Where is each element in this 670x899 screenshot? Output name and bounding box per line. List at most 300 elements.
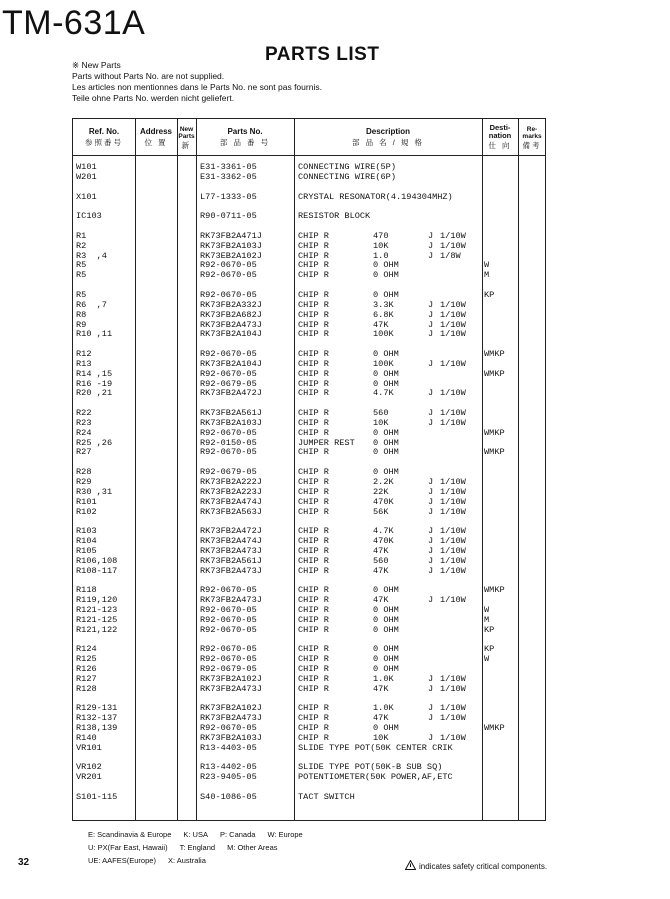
cell-value: 0 OHM — [373, 270, 399, 281]
cell-value: 4.7K — [373, 526, 394, 537]
cell-tolerance: J — [428, 486, 434, 497]
cell-description: CONNECTING WIRE(5P) — [298, 162, 396, 172]
cell-tolerance: J — [428, 477, 434, 487]
cell-ref-no: R25 ,26 — [76, 437, 113, 448]
cell-parts-no: RK73FB2A474J — [200, 536, 262, 547]
cell-description: CHIP R — [298, 270, 329, 281]
cell-parts-no: E31-3361-05 — [200, 162, 257, 172]
cell-rating: 1/10W — [440, 358, 466, 369]
cell-parts-no: RK73FB2A473J — [200, 713, 262, 724]
cell-parts-no: RK73FB2A104J — [200, 329, 262, 340]
cell-destination: M — [484, 270, 490, 281]
header-destination: Desti- nation 仕 向 — [488, 123, 512, 150]
cell-parts-no: R92-0670-05 — [200, 427, 257, 438]
cell-parts-no: RK73FB2A473J — [200, 683, 262, 694]
cell-description: CHIP R — [298, 723, 329, 734]
cell-ref-no: R9 — [76, 319, 87, 330]
cell-description: CHIP R — [298, 664, 329, 675]
safety-note: indicates safety critical components. — [405, 860, 547, 871]
cell-parts-no: R92-0679-05 — [200, 664, 257, 675]
cell-value: 56K — [373, 506, 389, 517]
cell-parts-no: R13-4402-05 — [200, 762, 257, 773]
cell-tolerance: J — [428, 595, 434, 606]
cell-parts-no: R92-0670-05 — [200, 614, 257, 625]
cell-value: 10K — [373, 417, 389, 428]
page-number: 32 — [18, 857, 30, 868]
parts-table — [72, 118, 546, 821]
cell-ref-no: R129-131 — [76, 703, 118, 714]
legend-item: U: PX(Far East, Hawaii) — [88, 843, 168, 852]
cell-description: CHIP R — [298, 565, 329, 576]
cell-destination: WMKP — [484, 447, 505, 458]
cell-ref-no: R8 — [76, 309, 87, 320]
cell-ref-no: W101 — [76, 162, 97, 172]
cell-parts-no: RK73FB2A561J — [200, 555, 262, 566]
cell-rating: 1/10W — [440, 673, 466, 684]
cell-ref-no: R3 ,4 — [76, 250, 107, 261]
cell-value: 22K — [373, 486, 389, 497]
cell-description: CHIP R — [298, 417, 329, 428]
cell-ref-no: R105 — [76, 545, 97, 556]
cell-parts-no: RK73FB2A682J — [200, 309, 262, 320]
cell-rating: 1/10W — [440, 565, 466, 576]
cell-description: CHIP R — [298, 329, 329, 340]
cell-ref-no: R132-137 — [76, 713, 118, 724]
note-english: Parts without Parts No. are not supplied. — [72, 71, 225, 81]
destination-legend — [88, 828, 315, 867]
cell-tolerance: J — [428, 250, 434, 261]
cell-ref-no: X101 — [76, 191, 97, 202]
cell-description: TACT SWITCH — [298, 792, 355, 802]
table-row — [73, 173, 545, 183]
cell-description: CHIP R — [298, 368, 329, 379]
cell-description: CHIP R — [298, 408, 329, 419]
cell-destination: WMKP — [484, 585, 505, 596]
table-row — [73, 193, 545, 203]
cell-parts-no: R92-0150-05 — [200, 437, 257, 448]
cell-parts-no: R92-0670-05 — [200, 368, 257, 379]
cell-tolerance: J — [428, 555, 434, 566]
cell-rating: 1/10W — [440, 240, 466, 251]
cell-value: 0 OHM — [373, 289, 399, 300]
cell-tolerance: J — [428, 358, 434, 369]
table-row — [73, 793, 545, 803]
cell-value: 0 OHM — [373, 614, 399, 625]
cell-description: CHIP R — [298, 614, 329, 625]
cell-description: CHIP R — [298, 309, 329, 320]
cell-value: 47K — [373, 565, 389, 576]
cell-tolerance: J — [428, 565, 434, 576]
cell-ref-no: VR101 — [76, 742, 102, 753]
cell-description: CHIP R — [298, 427, 329, 438]
cell-parts-no: RK73EB2A102J — [200, 250, 262, 261]
cell-parts-no: RK73FB2A473J — [200, 545, 262, 556]
table-row — [73, 271, 545, 281]
cell-ref-no: R101 — [76, 496, 97, 507]
cell-description: JUMPER REST — [298, 437, 355, 448]
cell-parts-no: R92-0670-05 — [200, 447, 257, 458]
parts-rows — [73, 163, 545, 803]
cell-description: CHIP R — [298, 486, 329, 497]
cell-value: 100K — [373, 358, 394, 369]
cell-ref-no: VR102 — [76, 762, 102, 773]
cell-description: CHIP R — [298, 260, 329, 271]
table-row — [73, 508, 545, 518]
cell-rating: 1/10W — [440, 683, 466, 694]
cell-rating: 1/10W — [440, 703, 466, 714]
cell-destination: KP — [484, 624, 495, 635]
cell-parts-no: RK73FB2A102J — [200, 703, 262, 714]
cell-description: CHIP R — [298, 703, 329, 714]
cell-rating: 1/10W — [440, 536, 466, 547]
cell-value: 47K — [373, 595, 389, 606]
cell-parts-no: RK73FB2A102J — [200, 673, 262, 684]
cell-description: CHIP R — [298, 378, 329, 389]
cell-description: CHIP R — [298, 240, 329, 251]
cell-tolerance: J — [428, 536, 434, 547]
cell-parts-no: R92-0670-05 — [200, 624, 257, 635]
cell-ref-no: R28 — [76, 467, 92, 478]
cell-destination: M — [484, 614, 490, 625]
cell-value: 470K — [373, 496, 394, 507]
header-parts-no: Parts No. 部 品 番 号 — [219, 126, 271, 147]
cell-rating: 1/10W — [440, 329, 466, 340]
cell-rating: 1/10W — [440, 506, 466, 517]
cell-description: CHIP R — [298, 526, 329, 537]
cell-value: 0 OHM — [373, 437, 399, 448]
cell-parts-no: S40-1086-05 — [200, 792, 257, 802]
header-ref: Ref. No. 参照番号 — [85, 126, 123, 147]
cell-parts-no: RK73FB2A472J — [200, 388, 262, 399]
cell-value: 0 OHM — [373, 427, 399, 438]
cell-parts-no: R92-0670-05 — [200, 723, 257, 734]
cell-value: 0 OHM — [373, 654, 399, 665]
cell-rating: 1/10W — [440, 230, 466, 241]
cell-ref-no: R128 — [76, 683, 97, 694]
legend-item: E: Scandinavia & Europe — [88, 830, 172, 839]
cell-tolerance: J — [428, 417, 434, 428]
cell-ref-no: R24 — [76, 427, 92, 438]
cell-ref-no: R125 — [76, 654, 97, 665]
new-parts-note: ※ New Parts — [72, 60, 121, 70]
cell-ref-no: R121,122 — [76, 624, 118, 635]
cell-ref-no: R6 ,7 — [76, 299, 107, 310]
legend-item: T: England — [179, 843, 216, 852]
cell-description: SLIDE TYPE POT(50K CENTER CRIK — [298, 742, 453, 753]
cell-parts-no: RK73FB2A471J — [200, 230, 262, 241]
page-title: PARTS LIST — [265, 44, 380, 65]
cell-rating: 1/10W — [440, 477, 466, 487]
cell-description: CHIP R — [298, 319, 329, 330]
cell-parts-no: R92-0670-05 — [200, 604, 257, 615]
header-address: Address 位 置 — [139, 126, 172, 147]
cell-description: CHIP R — [298, 477, 329, 487]
cell-description: CHIP R — [298, 358, 329, 369]
cell-description: CHIP R — [298, 447, 329, 458]
cell-ref-no: R119,120 — [76, 595, 118, 606]
cell-parts-no: R92-0679-05 — [200, 467, 257, 478]
legend-item: UE: AAFES(Europe) — [88, 856, 156, 865]
cell-rating: 1/10W — [440, 408, 466, 419]
cell-value: 10K — [373, 732, 389, 743]
cell-parts-no: R92-0670-05 — [200, 644, 257, 655]
cell-tolerance: J — [428, 683, 434, 694]
cell-description: CHIP R — [298, 654, 329, 665]
cell-tolerance: J — [428, 309, 434, 320]
cell-parts-no: R92-0670-05 — [200, 289, 257, 300]
cell-description: CHIP R — [298, 673, 329, 684]
cell-value: 1.0K — [373, 703, 394, 714]
cell-description: CHIP R — [298, 289, 329, 300]
cell-tolerance: J — [428, 230, 434, 241]
legend-item: P: Canada — [219, 830, 256, 839]
cell-value: 47K — [373, 683, 389, 694]
cell-ref-no: R27 — [76, 447, 92, 458]
cell-ref-no: R118 — [76, 585, 97, 596]
cell-destination: WMKP — [484, 723, 505, 734]
cell-description: CHIP R — [298, 299, 329, 310]
cell-description: CHIP R — [298, 388, 329, 399]
cell-ref-no: R5 — [76, 270, 87, 281]
cell-description: CHIP R — [298, 624, 329, 635]
cell-ref-no: R5 — [76, 289, 87, 300]
cell-value: 47K — [373, 545, 389, 556]
cell-parts-no: RK73FB2A474J — [200, 496, 262, 507]
cell-rating: 1/10W — [440, 309, 466, 320]
cell-value: 10K — [373, 240, 389, 251]
table-row — [73, 567, 545, 577]
cell-value: 0 OHM — [373, 378, 399, 389]
cell-ref-no: R126 — [76, 664, 97, 675]
cell-value: 2.2K — [373, 477, 394, 487]
cell-value: 0 OHM — [373, 467, 399, 478]
cell-tolerance: J — [428, 388, 434, 399]
cell-parts-no: R92-0670-05 — [200, 654, 257, 665]
cell-rating: 1/10W — [440, 417, 466, 428]
cell-value: 0 OHM — [373, 260, 399, 271]
table-row — [73, 389, 545, 399]
table-row — [73, 448, 545, 458]
cell-ref-no: R23 — [76, 417, 92, 428]
cell-value: 560 — [373, 555, 389, 566]
cell-ref-no: R102 — [76, 506, 97, 517]
cell-tolerance: J — [428, 319, 434, 330]
cell-tolerance: J — [428, 526, 434, 537]
cell-tolerance: J — [428, 506, 434, 517]
note-german: Teile ohne Parts No. werden nicht geliefert. — [72, 93, 235, 103]
cell-parts-no: RK73FB2A222J — [200, 477, 262, 487]
cell-ref-no: R140 — [76, 732, 97, 743]
cell-ref-no: R12 — [76, 349, 92, 360]
table-row — [73, 744, 545, 754]
cell-value: 470 — [373, 230, 389, 241]
cell-tolerance: J — [428, 703, 434, 714]
cell-value: 0 OHM — [373, 349, 399, 360]
cell-value: 1.0K — [373, 673, 394, 684]
cell-value: 0 OHM — [373, 664, 399, 675]
cell-destination: W — [484, 654, 490, 665]
cell-parts-no: RK73FB2A103J — [200, 240, 262, 251]
cell-rating: 1/10W — [440, 545, 466, 556]
cell-parts-no: RK73FB2A103J — [200, 417, 262, 428]
table-row — [73, 626, 545, 636]
cell-value: 0 OHM — [373, 604, 399, 615]
cell-destination: W — [484, 260, 490, 271]
cell-parts-no: R23-9405-05 — [200, 772, 257, 783]
cell-ref-no: VR201 — [76, 772, 102, 783]
cell-description: CHIP R — [298, 536, 329, 547]
cell-ref-no: R124 — [76, 644, 97, 655]
cell-parts-no: R13-4403-05 — [200, 742, 257, 753]
cell-value: 0 OHM — [373, 585, 399, 596]
cell-value: 6.8K — [373, 309, 394, 320]
cell-description: CHIP R — [298, 230, 329, 241]
cell-rating: 1/10W — [440, 496, 466, 507]
cell-description: CRYSTAL RESONATOR(4.194304MHZ) — [298, 191, 453, 202]
cell-parts-no: R90-0711-05 — [200, 211, 257, 222]
cell-description: CHIP R — [298, 496, 329, 507]
cell-destination: KP — [484, 289, 495, 300]
cell-ref-no: S101-115 — [76, 792, 118, 802]
cell-tolerance: J — [428, 240, 434, 251]
cell-parts-no: RK73FB2A473J — [200, 595, 262, 606]
cell-ref-no: IC103 — [76, 211, 102, 222]
legend-item: W: Europe — [267, 830, 303, 839]
cell-ref-no: R108-117 — [76, 565, 118, 576]
cell-parts-no: R92-0670-05 — [200, 260, 257, 271]
cell-parts-no: RK73FB2A332J — [200, 299, 262, 310]
cell-description: CHIP R — [298, 555, 329, 566]
cell-description: CHIP R — [298, 683, 329, 694]
cell-tolerance: J — [428, 732, 434, 743]
cell-ref-no: R121-123 — [76, 604, 118, 615]
cell-ref-no: R10 ,11 — [76, 329, 113, 340]
cell-ref-no: R2 — [76, 240, 87, 251]
cell-tolerance: J — [428, 408, 434, 419]
cell-rating: 1/10W — [440, 526, 466, 537]
cell-description: RESISTOR BLOCK — [298, 211, 371, 222]
cell-parts-no: R92-0679-05 — [200, 378, 257, 389]
cell-parts-no: RK73FB2A472J — [200, 526, 262, 537]
cell-ref-no: R22 — [76, 408, 92, 419]
cell-rating: 1/10W — [440, 299, 466, 310]
cell-destination: WMKP — [484, 349, 505, 360]
header-new-parts: New Parts 新 — [178, 125, 195, 150]
cell-rating: 1/10W — [440, 319, 466, 330]
cell-ref-no: R29 — [76, 477, 92, 487]
cell-destination: WMKP — [484, 427, 505, 438]
cell-rating: 1/8W — [440, 250, 461, 261]
header-remarks: Re- marks 備考 — [522, 125, 542, 150]
cell-destination: WMKP — [484, 368, 505, 379]
cell-description: CHIP R — [298, 732, 329, 743]
cell-parts-no: L77-1333-05 — [200, 191, 257, 202]
cell-description: SLIDE TYPE POT(50K-B SUB SQ) — [298, 762, 443, 773]
legend-item: M: Other Areas — [227, 843, 278, 852]
cell-tolerance: J — [428, 545, 434, 556]
cell-value: 47K — [373, 713, 389, 724]
cell-destination: W — [484, 604, 490, 615]
cell-ref-no: R14 ,15 — [76, 368, 113, 379]
cell-ref-no: R16 -19 — [76, 378, 113, 389]
cell-parts-no: E31-3362-05 — [200, 171, 257, 182]
cell-description: CONNECTING WIRE(6P) — [298, 171, 396, 182]
cell-description: CHIP R — [298, 713, 329, 724]
model-number: TM-631A — [2, 4, 146, 42]
cell-destination: KP — [484, 644, 495, 655]
table-row — [73, 685, 545, 695]
cell-value: 0 OHM — [373, 624, 399, 635]
cell-parts-no: RK73FB2A104J — [200, 358, 262, 369]
warning-triangle-icon — [405, 860, 416, 870]
header-description: Description 部 品 名 / 規 格 — [351, 126, 424, 147]
cell-value: 4.7K — [373, 388, 394, 399]
cell-value: 0 OHM — [373, 447, 399, 458]
cell-ref-no: R30 ,31 — [76, 486, 113, 497]
table-row — [73, 212, 545, 222]
cell-ref-no: R20 ,21 — [76, 388, 113, 399]
cell-description: CHIP R — [298, 595, 329, 606]
cell-ref-no: W201 — [76, 171, 97, 182]
cell-tolerance: J — [428, 713, 434, 724]
cell-parts-no: R92-0670-05 — [200, 585, 257, 596]
cell-parts-no: RK73FB2A473J — [200, 319, 262, 330]
cell-tolerance: J — [428, 673, 434, 684]
cell-rating: 1/10W — [440, 713, 466, 724]
cell-rating: 1/10W — [440, 595, 466, 606]
parts-notes — [72, 60, 322, 104]
cell-ref-no: R121-125 — [76, 614, 118, 625]
cell-parts-no: RK73FB2A561J — [200, 408, 262, 419]
cell-description: CHIP R — [298, 604, 329, 615]
cell-value: 0 OHM — [373, 644, 399, 655]
cell-parts-no: RK73FB2A473J — [200, 565, 262, 576]
table-row — [73, 330, 545, 340]
cell-parts-no: R92-0670-05 — [200, 349, 257, 360]
cell-tolerance: J — [428, 299, 434, 310]
cell-description: POTENTIOMETER(50K POWER,AF,ETC — [298, 772, 453, 783]
cell-ref-no: R106,108 — [76, 555, 118, 566]
cell-value: 47K — [373, 319, 389, 330]
cell-value: 100K — [373, 329, 394, 340]
legend-item: X: Australia — [167, 856, 206, 865]
cell-description: CHIP R — [298, 250, 329, 261]
cell-value: 470K — [373, 536, 394, 547]
cell-value: 560 — [373, 408, 389, 419]
cell-description: CHIP R — [298, 545, 329, 556]
cell-parts-no: RK73FB2A223J — [200, 486, 262, 497]
cell-ref-no: R5 — [76, 260, 87, 271]
cell-ref-no: R104 — [76, 536, 97, 547]
cell-ref-no: R13 — [76, 358, 92, 369]
cell-description: CHIP R — [298, 506, 329, 517]
cell-value: 1.0 — [373, 250, 389, 261]
cell-ref-no: R103 — [76, 526, 97, 537]
cell-parts-no: RK73FB2A563J — [200, 506, 262, 517]
cell-parts-no: R92-0670-05 — [200, 270, 257, 281]
cell-rating: 1/10W — [440, 732, 466, 743]
cell-ref-no: R138,139 — [76, 723, 118, 734]
cell-ref-no: R127 — [76, 673, 97, 684]
cell-rating: 1/10W — [440, 555, 466, 566]
cell-rating: 1/10W — [440, 486, 466, 497]
cell-value: 3.3K — [373, 299, 394, 310]
cell-tolerance: J — [428, 329, 434, 340]
cell-parts-no: RK73FB2A103J — [200, 732, 262, 743]
cell-value: 0 OHM — [373, 368, 399, 379]
cell-ref-no: R1 — [76, 230, 87, 241]
cell-rating: 1/10W — [440, 388, 466, 399]
